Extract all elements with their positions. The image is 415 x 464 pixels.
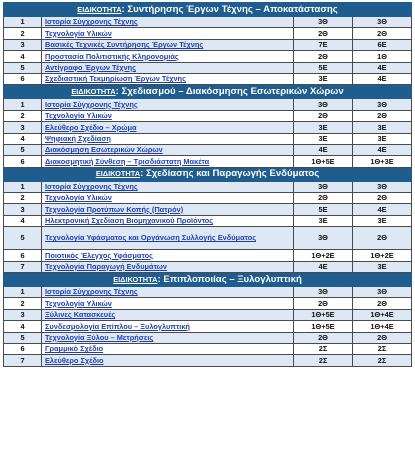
row-number: 5 xyxy=(4,227,42,250)
hours-cell-b: 2Θ xyxy=(353,28,412,39)
row-number: 4 xyxy=(4,321,42,332)
row-number: 2 xyxy=(4,298,42,309)
row-number: 5 xyxy=(4,62,42,73)
section-title: Συντήρησης Έργων Τέχνης – Αποκατάστασης xyxy=(127,3,338,15)
hours-cell-b: 3Ε xyxy=(353,261,412,272)
hours-cell-b: 3Ε xyxy=(353,215,412,226)
hours-cell-b: 1Θ+4Ε xyxy=(353,309,412,320)
row-number: 6 xyxy=(4,343,42,354)
row-number: 4 xyxy=(4,133,42,144)
hours-cell-a: 3Ε xyxy=(294,73,353,84)
row-number: 2 xyxy=(4,193,42,204)
course-link[interactable]: Ιστορία Σύγχρονης Τέχνης xyxy=(42,287,294,298)
section-header xyxy=(4,85,412,99)
hours-cell-b: 2Θ xyxy=(353,298,412,309)
table-row xyxy=(4,110,412,121)
course-link[interactable]: Αντίγραφο Έργων Τέχνης xyxy=(42,62,294,73)
course-link[interactable]: Διακοσμητική Σύνθεση – Τρισδιάστατη Μακέτα xyxy=(42,156,294,167)
hours-cell-b: 1Θ+2Ε xyxy=(353,250,412,261)
table-row xyxy=(4,181,412,192)
hours-cell-a: 3Ε xyxy=(294,133,353,144)
hours-cell-b: 2Θ xyxy=(353,193,412,204)
section-label: ΕΙΔΙΚΟΤΗΤΑ xyxy=(113,274,158,284)
section-title: Σχεδίασης και Παραγωγής Ενδύματος xyxy=(145,168,320,180)
row-number: 7 xyxy=(4,355,42,366)
row-number: 1 xyxy=(4,287,42,298)
hours-cell-a: 3Ε xyxy=(294,122,353,133)
hours-cell-a: 5Ε xyxy=(294,204,353,215)
course-link[interactable]: Βασικές Τεχνικές Συντήρησης Έργων Τέχνης xyxy=(42,39,294,50)
course-link[interactable]: Συνδεσμολογία Επίπλου – Ξυλογλυπτική xyxy=(42,321,294,332)
section-title: Επιπλοποιίας – Ξυλογλυπτική xyxy=(163,273,302,285)
hours-cell-b: 1Θ xyxy=(353,51,412,62)
course-link[interactable]: Τεχνολογία Υλικών xyxy=(42,193,294,204)
hours-cell-b: 4Ε xyxy=(353,73,412,84)
hours-cell-a: 2Θ xyxy=(294,110,353,121)
table-row xyxy=(4,261,412,272)
course-link[interactable]: Σχεδιαστική Τεκμηρίωση Έργων Τέχνης xyxy=(42,73,294,84)
section-header xyxy=(4,273,412,287)
section-header-cell: ΕΙΔΙΚΟΤΗΤΑ: Επιπλοποιίας – Ξυλογλυπτική xyxy=(4,273,412,287)
course-link[interactable]: Ιστορία Σύγχρονης Τέχνης xyxy=(42,99,294,110)
hours-cell-b: 2Θ xyxy=(353,227,412,250)
section-label: ΕΙΔΙΚΟΤΗΤΑ xyxy=(77,4,122,14)
table-row xyxy=(4,332,412,343)
table-row xyxy=(4,227,412,250)
course-link[interactable]: Διακόσμηση Εσωτερικών Χώρων xyxy=(42,144,294,155)
course-link[interactable]: Ηλεκτρονική Σχεδίαση Βιομηχανικού Προϊόντος xyxy=(42,215,294,226)
hours-cell-b: 2Σ xyxy=(353,343,412,354)
hours-cell-a: 1Θ+2Ε xyxy=(294,250,353,261)
hours-cell-b: 4Ε xyxy=(353,144,412,155)
row-number: 3 xyxy=(4,309,42,320)
table-row xyxy=(4,215,412,226)
row-number: 3 xyxy=(4,122,42,133)
course-link[interactable]: Ποιοτικός Έλεγχος Υφάσματος xyxy=(42,250,294,261)
hours-cell-a: 3Θ xyxy=(294,287,353,298)
hours-cell-a: 1Θ+5Ε xyxy=(294,321,353,332)
course-link[interactable]: Προστασία Πολιτιστικής Κληρονομιάς xyxy=(42,51,294,62)
hours-cell-a: 3Θ xyxy=(294,17,353,28)
section-label: ΕΙΔΙΚΟΤΗΤΑ xyxy=(71,86,116,96)
table-row xyxy=(4,51,412,62)
row-number: 4 xyxy=(4,215,42,226)
section-header-cell: ΕΙΔΙΚΟΤΗΤΑ: Σχεδίασης και Παραγωγής Ενδύματος xyxy=(4,167,412,181)
course-link[interactable]: Τεχνολογία Υφάσματος και Οργάνωση Συλλογής Ενδύματος xyxy=(42,227,294,250)
table-row xyxy=(4,39,412,50)
course-link[interactable]: Τεχνολογία Προτύπων Κοπής (Πατρόν) xyxy=(42,204,294,215)
table-row xyxy=(4,144,412,155)
hours-cell-a: 2Θ xyxy=(294,28,353,39)
hours-cell-a: 2Θ xyxy=(294,51,353,62)
course-link[interactable]: Ξύλινες Κατασκευές xyxy=(42,309,294,320)
section-header xyxy=(4,3,412,17)
hours-cell-b: 2Θ xyxy=(353,332,412,343)
curriculum-table xyxy=(3,2,412,367)
hours-cell-a: 7Ε xyxy=(294,39,353,50)
course-link[interactable]: Τεχνολογία Υλικών xyxy=(42,28,294,39)
table-row xyxy=(4,250,412,261)
hours-cell-b: 4Ε xyxy=(353,62,412,73)
section-header-cell: ΕΙΔΙΚΟΤΗΤΑ: Σχεδιασμού – Διακόσμησης Εσωτερικών Χώρων xyxy=(4,85,412,99)
course-link[interactable]: Ιστορία Σύγχρονης Τέχνης xyxy=(42,181,294,192)
course-link[interactable]: Τεχνολογία Ξύλου – Μετρήσεις xyxy=(42,332,294,343)
table-row xyxy=(4,343,412,354)
hours-cell-a: 4Ε xyxy=(294,261,353,272)
row-number: 2 xyxy=(4,28,42,39)
section-header-cell: ΕΙΔΙΚΟΤΗΤΑ: Συντήρησης Έργων Τέχνης – Αποκατάστασης xyxy=(4,3,412,17)
curriculum-document xyxy=(3,2,411,367)
table-row xyxy=(4,355,412,366)
hours-cell-a: 2Σ xyxy=(294,355,353,366)
hours-cell-b: 3Ε xyxy=(353,133,412,144)
section-label: ΕΙΔΙΚΟΤΗΤΑ xyxy=(95,169,141,179)
hours-cell-b: 3Θ xyxy=(353,99,412,110)
course-link[interactable]: Τεχνολογία Υλικών xyxy=(42,298,294,309)
table-row xyxy=(4,62,412,73)
course-link[interactable]: Γραμμικό Σχέδιο xyxy=(42,343,294,354)
hours-cell-b: 3Θ xyxy=(353,287,412,298)
table-row xyxy=(4,204,412,215)
hours-cell-a: 1Θ+5Ε xyxy=(294,156,353,167)
row-number: 6 xyxy=(4,73,42,84)
row-number: 5 xyxy=(4,144,42,155)
hours-cell-a: 2Σ xyxy=(294,343,353,354)
table-row xyxy=(4,17,412,28)
row-number: 1 xyxy=(4,17,42,28)
table-row xyxy=(4,321,412,332)
row-number: 5 xyxy=(4,332,42,343)
course-link[interactable]: Ψηφιακή Σχεδίαση xyxy=(42,133,294,144)
hours-cell-b: 1Θ+4Ε xyxy=(353,321,412,332)
hours-cell-b: 3Ε xyxy=(353,122,412,133)
table-row xyxy=(4,287,412,298)
table-row xyxy=(4,28,412,39)
hours-cell-b: 6Ε xyxy=(353,39,412,50)
hours-cell-b: 3Θ xyxy=(353,181,412,192)
row-number: 4 xyxy=(4,51,42,62)
row-number: 3 xyxy=(4,204,42,215)
table-row xyxy=(4,309,412,320)
table-row xyxy=(4,99,412,110)
section-header xyxy=(4,167,412,181)
hours-cell-b: 1Θ+3Ε xyxy=(353,156,412,167)
table-row xyxy=(4,122,412,133)
table-row xyxy=(4,298,412,309)
table-row xyxy=(4,133,412,144)
row-number: 7 xyxy=(4,261,42,272)
hours-cell-a: 3Θ xyxy=(294,181,353,192)
row-number: 3 xyxy=(4,39,42,50)
row-number: 6 xyxy=(4,250,42,261)
course-link[interactable]: Ελεύθερο Σχέδιο – Χρώμα xyxy=(42,122,294,133)
hours-cell-a: 2Θ xyxy=(294,193,353,204)
course-link[interactable]: Ελεύθερο Σχέδιο xyxy=(42,355,294,366)
table-row xyxy=(4,73,412,84)
course-link[interactable]: Τεχνολογία Παραγωγή Ενδυμάτων xyxy=(42,261,294,272)
table-row xyxy=(4,156,412,167)
row-number: 1 xyxy=(4,99,42,110)
section-title: Σχεδιασμού – Διακόσμησης Εσωτερικών Χώρων xyxy=(121,85,344,97)
hours-cell-a: 4Ε xyxy=(294,144,353,155)
hours-cell-a: 5Ε xyxy=(294,62,353,73)
hours-cell-a: 2Θ xyxy=(294,332,353,343)
row-number: 6 xyxy=(4,156,42,167)
hours-cell-b: 2Θ xyxy=(353,110,412,121)
table-row xyxy=(4,193,412,204)
hours-cell-a: 3Ε xyxy=(294,215,353,226)
course-link[interactable]: Τεχνολογία Υλικών xyxy=(42,110,294,121)
curriculum-table-body xyxy=(4,3,412,367)
row-number: 1 xyxy=(4,181,42,192)
hours-cell-a: 2Θ xyxy=(294,298,353,309)
hours-cell-a: 3Θ xyxy=(294,227,353,250)
hours-cell-a: 3Θ xyxy=(294,99,353,110)
hours-cell-a: 1Θ+5Ε xyxy=(294,309,353,320)
hours-cell-b: 4Ε xyxy=(353,204,412,215)
hours-cell-b: 2Σ xyxy=(353,355,412,366)
course-link[interactable]: Ιστορία Σύγχρονης Τέχνης xyxy=(42,17,294,28)
hours-cell-b: 3Θ xyxy=(353,17,412,28)
row-number: 2 xyxy=(4,110,42,121)
